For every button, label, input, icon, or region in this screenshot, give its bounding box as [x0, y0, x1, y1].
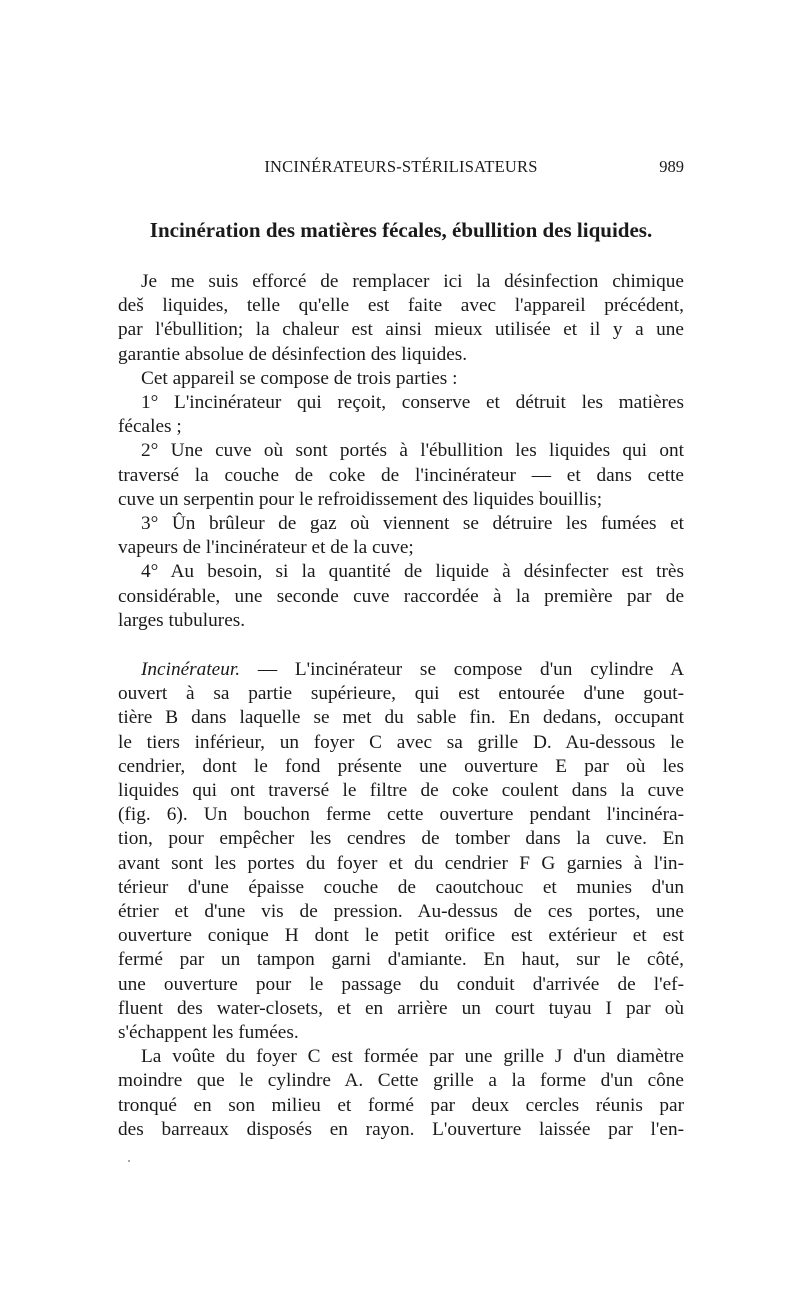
text-line: fluent des water-closets, et en arrière un court tuyau I par où [118, 997, 684, 1019]
text-line: moindre que le cylindre A. Cette grille a la forme d'un cône [118, 1070, 684, 1092]
text-line: tière B dans laquelle se met du sable fin. En dedans, occupant [118, 707, 684, 729]
page-number: 989 [659, 157, 684, 176]
text-line: deš liquides, telle qu'elle est faite avec l'appareil précédent, [118, 295, 684, 317]
text-line: avant sont les portes du foyer et du cendrier F G garnies à l'in- [118, 852, 684, 874]
text-line: tion, pour empêcher les cendres de tomber dans la cuve. En [118, 828, 684, 850]
list-item-line: cuve un serpentin pour le refroidissement des liquides bouillis; [118, 488, 603, 510]
list-item-line: considérable, une seconde cuve raccordée à la première par de [118, 585, 684, 607]
text-line: (fig. 6). Un bouchon ferme cette ouverture pendant l'incinéra- [118, 804, 684, 826]
list-item-line: larges tubulures. [118, 609, 246, 631]
text-line [118, 658, 684, 682]
text-line: tronqué en son milieu et formé par deux cercles réunis par [118, 1094, 684, 1116]
text-line: ouverture conique H dont le petit orifice est extérieur et est [118, 925, 684, 947]
list-item-line: 1° L'incinérateur qui reçoit, conserve et détruit les matières [141, 392, 684, 414]
text-line: cendrier, dont le fond présente une ouverture E par où les [118, 755, 684, 777]
list-item-line: 4° Au besoin, si la quantité de liquide à désinfecter est très [141, 561, 684, 583]
text-line: par l'ébullition; la chaleur est ainsi mieux utilisée et il y a une [118, 319, 684, 341]
text-run: — L'incinérateur se compose d'un cylindre A [240, 659, 684, 680]
text-line: des barreaux disposés en rayon. L'ouverture laissée par l'en- [118, 1118, 684, 1140]
text-line: liquides qui ont traversé le filtre de coke coulent dans la cuve [118, 780, 684, 802]
italic-lead: Incinérateur. [141, 659, 241, 680]
running-title: INCINÉRATEURS-STÉRILISATEURS [264, 157, 538, 176]
text-line: s'échappent les fumées. [118, 1022, 299, 1044]
list-item-line: fécales ; [118, 416, 182, 438]
running-header [118, 157, 684, 181]
text-line: ouvert à sa partie supérieure, qui est entourée d'une gout- [118, 683, 684, 705]
text-line: étrier et d'une vis de pression. Au-dessus de ces portes, une [118, 901, 684, 923]
list-item-line: 3° Ûn brûleur de gaz où viennent se détruire les fumées et [141, 513, 684, 535]
list-item-line: traversé la couche de coke de l'incinérateur — et dans cette [118, 464, 684, 486]
text-line: Cet appareil se compose de trois parties : [141, 367, 458, 389]
list-item-line: vapeurs de l'incinérateur et de la cuve; [118, 537, 414, 559]
text-block-incinerateur [118, 658, 684, 1142]
list-item-line: 2° Une cuve où sont portés à l'ébullition les liquides qui ont [141, 440, 684, 462]
section-heading: Incinération des matières fécales, ébullition des liquides. [149, 218, 653, 242]
text-line: fermé par un tampon garni d'amiante. En haut, sur le côté, [118, 949, 684, 971]
text-block-intro [118, 270, 684, 633]
text-line: Je me suis efforcé de remplacer ici la désinfection chimique [141, 271, 684, 292]
text-line: une ouverture pour le passage du conduit d'arrivée de l'ef- [118, 973, 684, 995]
print-speck [128, 1160, 130, 1162]
text-line: La voûte du foyer C est formée par une grille J d'un diamètre [141, 1046, 684, 1068]
text-line: garantie absolue de désinfection des liquides. [118, 343, 468, 365]
text-line: térieur d'une épaisse couche de caoutchouc et munies d'un [118, 876, 684, 898]
text-line: le tiers inférieur, un foyer C avec sa grille D. Au-dessous le [118, 731, 684, 753]
